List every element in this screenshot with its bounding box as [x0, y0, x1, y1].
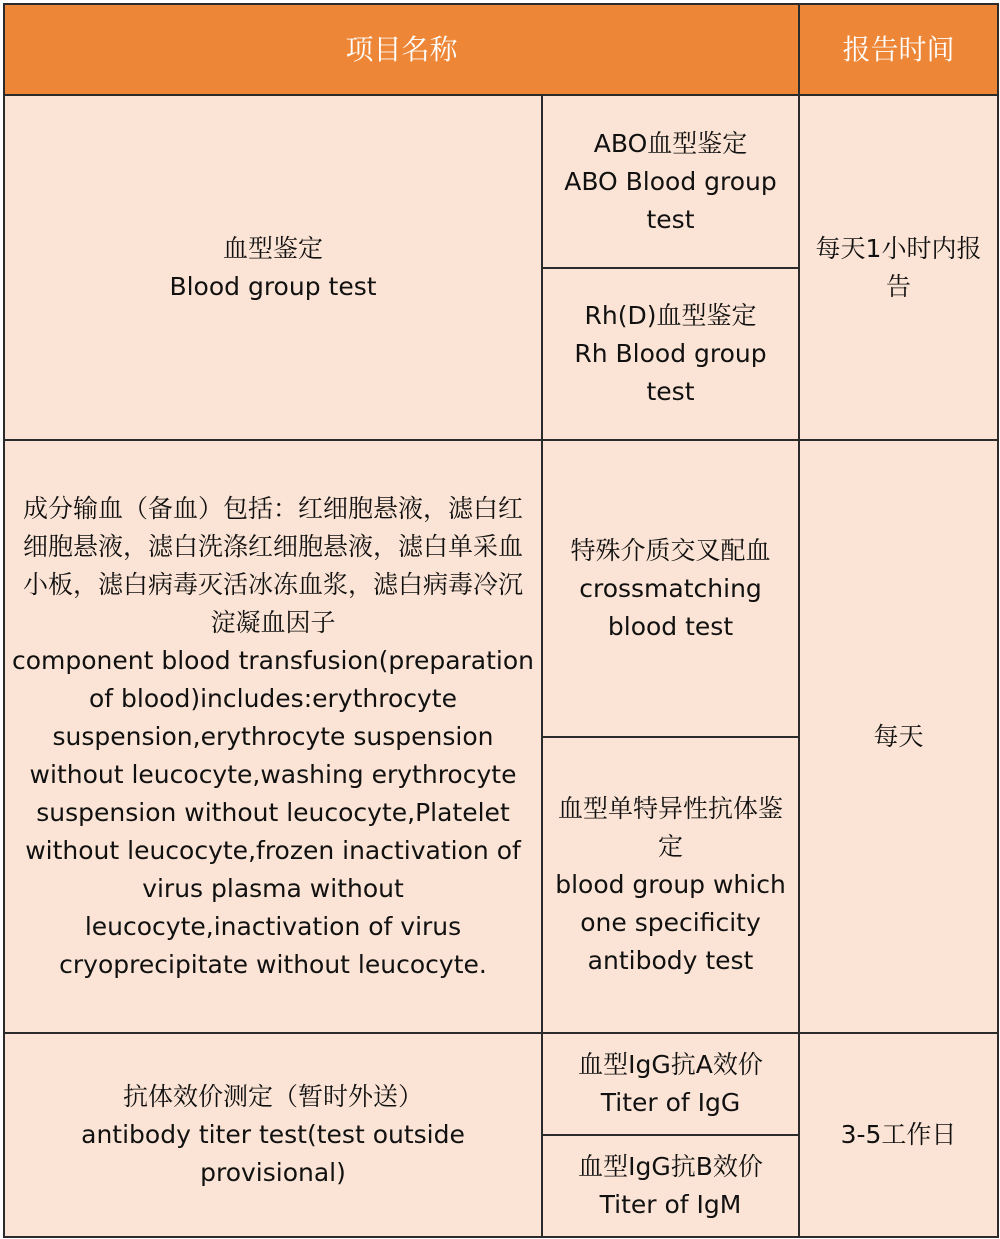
item-zh: 抗体效价测定（暂时外送） [122, 1082, 423, 1111]
item-zh: 成分输血（备血）包括：红细胞悬液，滤白红细胞悬液，滤白洗涤红细胞悬液，滤白单采血小板，滤白病毒灭活冰冻血浆，滤白病毒冷沉淀凝血因子 [22, 493, 523, 637]
item-cell-component-transfusion [4, 440, 542, 1033]
subitem-cell-abo [542, 95, 799, 268]
table-row [4, 440, 998, 737]
subitem-en: Titer of IgM [599, 1190, 742, 1219]
time-cell: 每天 [799, 440, 998, 1033]
subitem-zh: 血型单特异性抗体鉴定 [558, 794, 784, 861]
item-en: component blood transfusion(preparation of blood)includes:erythrocyte suspension,erythrocyte suspension without leucocyte,washing erythrocyte suspension without leucocyte,Platelet without leucocyte,frozen inactivation of virus plasma without leucocyte,inactivation of virus cryoprecipitate without leucocyte. [11, 645, 535, 979]
subitem-en: Rh Blood group test [574, 339, 767, 406]
subitem-cell-crossmatching [542, 440, 799, 737]
subitem-en: blood group which one specificity antibody test [555, 870, 786, 975]
item-cell-blood-group [4, 95, 542, 440]
subitem-zh: Rh(D)血型鉴定 [584, 301, 757, 330]
subitem-zh: ABO血型鉴定 [593, 128, 748, 158]
subitem-zh: 特殊介质交叉配血 [570, 535, 771, 565]
subitem-cell-igg-anti-b [542, 1135, 799, 1237]
subitem-en: crossmatching blood test [579, 573, 762, 641]
subitem-cell-igg-anti-a [542, 1033, 799, 1135]
table-row [4, 1033, 998, 1135]
test-report-table [3, 3, 999, 1238]
subitem-en: ABO Blood group test [564, 166, 777, 234]
subitem-cell-specific-antibody [542, 737, 799, 1033]
item-cell-antibody-titer [4, 1033, 542, 1237]
subitem-zh: 血型IgG抗B效价 [578, 1152, 763, 1181]
subitem-zh: 血型IgG抗A效价 [578, 1050, 763, 1079]
report-time-header: 报告时间 [799, 4, 998, 95]
item-en: antibody titer test(test outside provisional) [81, 1120, 465, 1187]
time-cell: 每天1小时内报告 [799, 95, 998, 440]
table-row [4, 95, 998, 268]
subitem-cell-rh [542, 268, 799, 440]
time-cell: 3-5工作日 [799, 1033, 998, 1237]
subitem-en: Titer of IgG [600, 1088, 741, 1117]
item-en: Blood group test [169, 271, 377, 301]
project-name-header: 项目名称 [4, 4, 799, 95]
item-zh: 血型鉴定 [222, 233, 323, 263]
header-row [4, 4, 998, 95]
